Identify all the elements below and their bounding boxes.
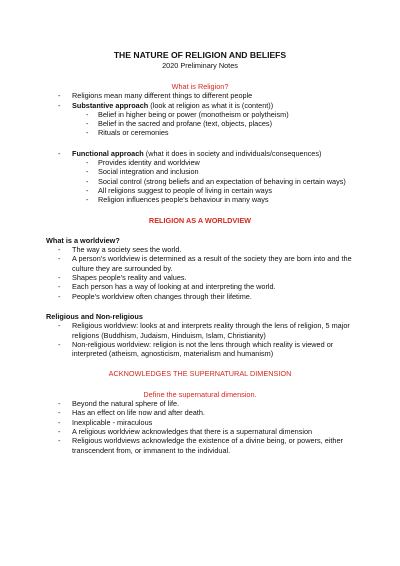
- subheading-religious-non-religious: Religious and Non-religious: [46, 311, 143, 321]
- section-heading-supernatural: ACKNOWLEDGES THE SUPERNATURAL DIMENSION: [108, 369, 292, 379]
- list-item: - Inexplicable - miraculous: [46, 418, 354, 427]
- list-item: - Has an effect on life now and after death.: [46, 408, 354, 417]
- substantive-sublist: [84, 110, 354, 138]
- list-item: - Belief in higher being or power (monotheism or polytheism): [84, 110, 354, 119]
- list-item: - Rituals or ceremonies: [84, 128, 354, 137]
- subheading-what-is-worldview: What is a worldview?: [46, 235, 120, 245]
- section-heading-worldview: RELIGION AS A WORLDVIEW: [148, 215, 252, 225]
- worldview-list: [46, 245, 354, 301]
- list-item: - Social control (strong beliefs and an expectation of behaving in certain ways): [84, 177, 354, 186]
- section-heading-what-is-religion: What is Religion?: [171, 82, 229, 91]
- list-item: [46, 149, 354, 205]
- list-item: - Religion influences people's behaviour in many ways: [84, 195, 354, 204]
- subheading-define-supernatural: Define the supernatural dimension.: [143, 389, 257, 399]
- functional-label: Functional approach: [72, 148, 144, 158]
- supernatural-list: [46, 399, 354, 455]
- list-item: - Shapes people's reality and values.: [46, 273, 354, 282]
- document-subtitle: 2020 Preliminary Notes: [162, 61, 238, 70]
- list-item: - A religious worldview acknowledges that there is a supernatural dimension: [46, 427, 354, 436]
- document-title: THE NATURE OF RELIGION AND BELIEFS: [113, 50, 287, 60]
- religion-list: [46, 91, 354, 137]
- intro-text: Religions mean many different things to different people: [72, 91, 253, 101]
- list-item: - Non-religious worldview: religion is not the lens through which reality is viewed or interpreted (atheism, agnosticism, materialism and humanism): [46, 340, 354, 359]
- list-item: - All religions suggest to people of living in certain ways: [84, 186, 354, 195]
- list-item: - A person's worldview is determined as a result of the society they are born into and the culture they are surrounded by.: [46, 254, 354, 273]
- list-item: [46, 101, 354, 138]
- list-item: - Each person has a way of looking at and interpreting the world.: [46, 282, 354, 291]
- substantive-desc: (look at religion as what it is (content)): [148, 100, 274, 110]
- functional-desc: (what it does in society and individuals/consequences): [143, 148, 322, 158]
- religious-list: [46, 321, 354, 358]
- list-item: - Social integration and inclusion: [84, 167, 354, 176]
- list-item: - Belief in the sacred and profane (text, objects, places): [84, 119, 354, 128]
- list-item: - Religious worldview: looks at and interprets reality through the lens of religion, 5 major religions (Buddhism, Judaism, Hinduism, Islam, Christianity): [46, 321, 354, 340]
- list-item: - Religious worldviews acknowledge the existence of a divine being, or powers, either transcendent from, or immanent to the individual.: [46, 436, 354, 455]
- list-item: - The way a society sees the world.: [46, 245, 354, 254]
- list-item: - People's worldview often changes through their lifetime.: [46, 292, 354, 301]
- functional-list: [46, 149, 354, 205]
- substantive-label: Substantive approach: [72, 100, 149, 110]
- functional-sublist: [84, 158, 354, 204]
- list-item: - Provides identity and worldview: [84, 158, 354, 167]
- list-item: [46, 91, 354, 100]
- list-item: - Beyond the natural sphere of life.: [46, 399, 354, 408]
